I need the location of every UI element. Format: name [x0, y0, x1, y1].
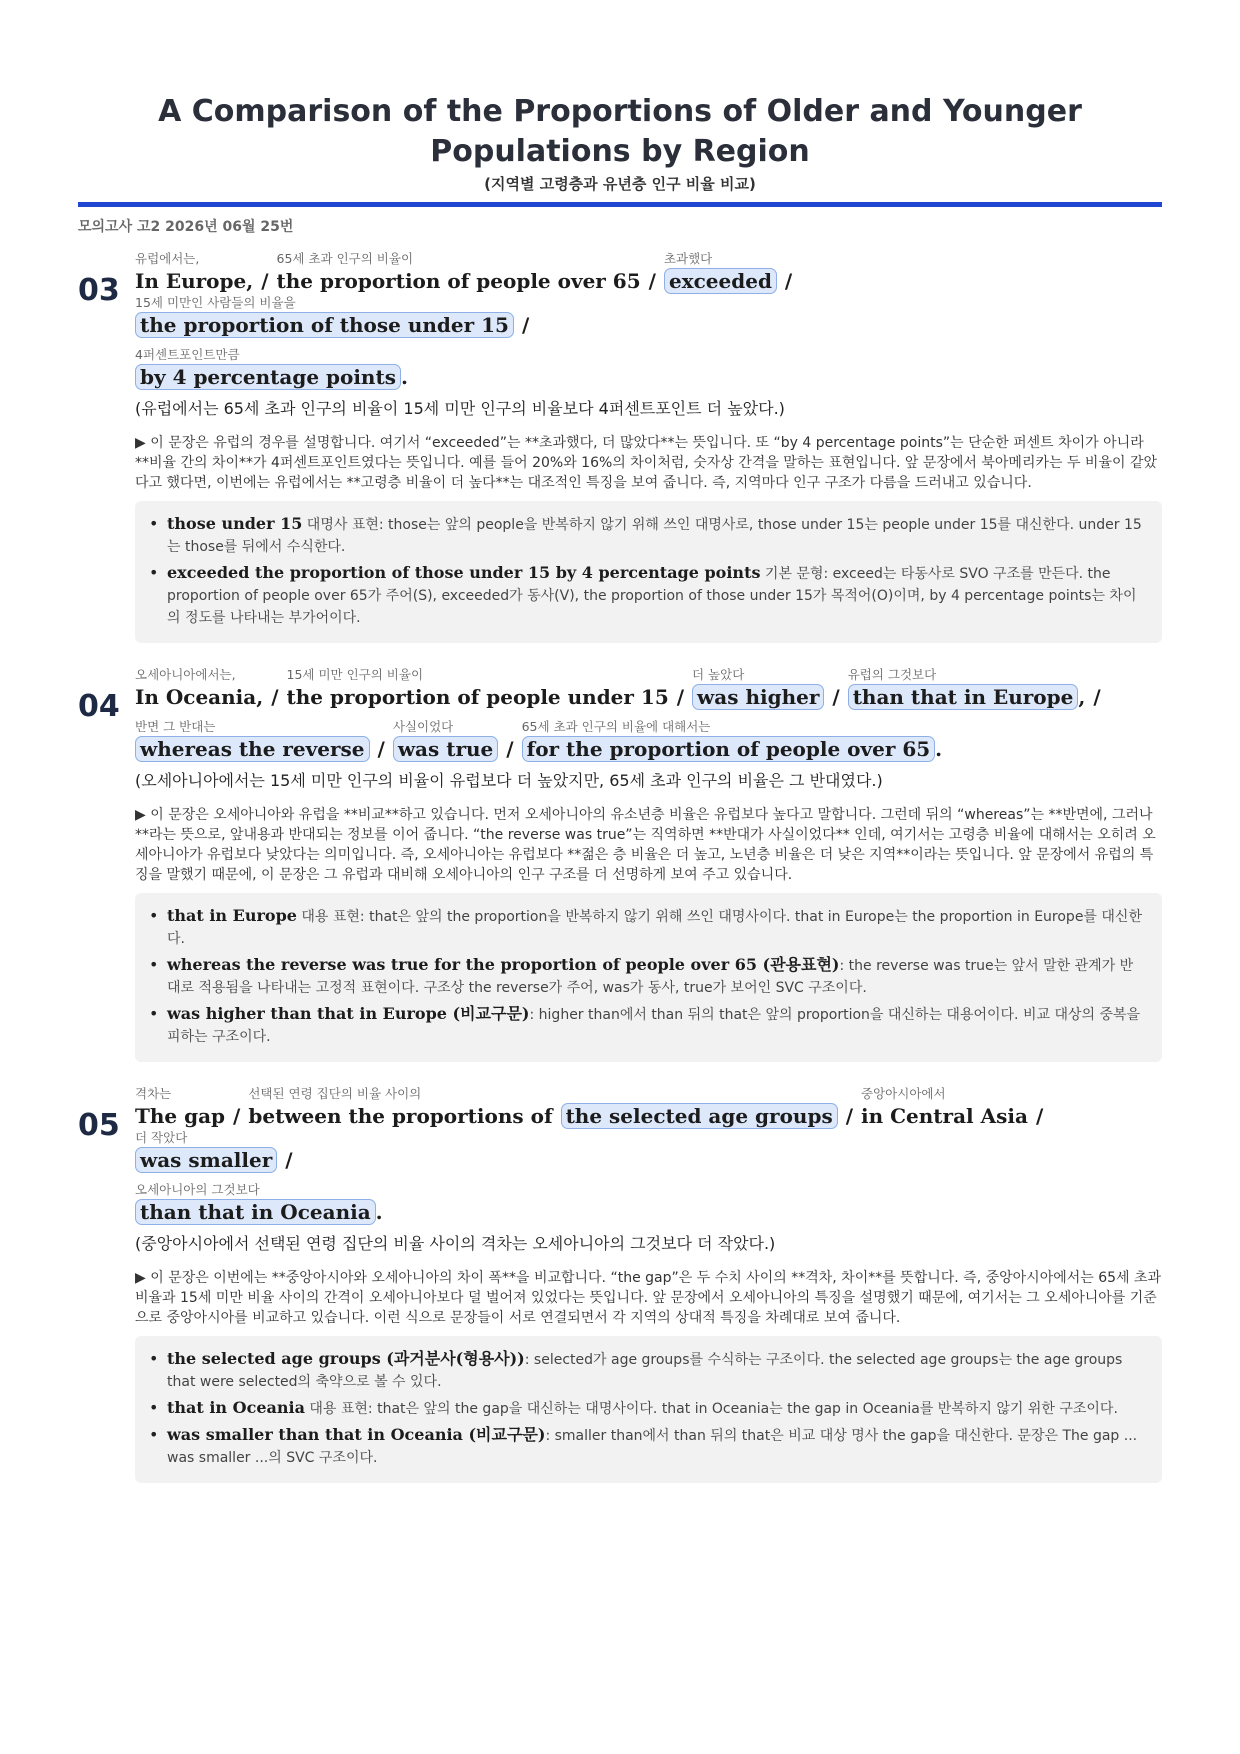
english-line [135, 719, 1162, 763]
english-phrase [664, 267, 777, 295]
sentence-body [135, 251, 1162, 643]
grammar-notes-box [135, 501, 1162, 643]
korean-translation: (오세아니아에서는 15세 미만 인구의 비율이 유럽보다 더 높았지만, 65세 초과 인구의 비율은 그 반대였다.) [135, 771, 883, 790]
chunk-separator: / [261, 269, 269, 293]
phrase-chunk [135, 347, 408, 391]
sentence-body [135, 1086, 1162, 1483]
phrase-text: The gap [135, 1104, 226, 1128]
english-phrase [135, 1146, 277, 1174]
exam-info: 모의고사 고2 2026년 06월 25번 [78, 219, 294, 235]
chunk-separator: / [832, 685, 840, 709]
grammar-note [167, 1348, 1146, 1393]
chunk-separator: / [271, 685, 279, 709]
phrase-chunk [135, 667, 263, 711]
title-divider [78, 202, 1162, 207]
phrase-text: between the proportions of [248, 1104, 553, 1128]
highlighted-phrase: exceeded [664, 268, 777, 294]
korean-gloss: 4퍼센트포인트만큼 [135, 347, 240, 362]
note-description: 대용 표현: that은 앞의 the gap을 대신하는 대명사이다. that in Oceania는 the gap in Oceania를 반복하지 않기 위한 구조이다. [304, 1401, 1118, 1417]
phrase-text: the proportion of people over 65 [276, 269, 641, 293]
korean-gloss: 반면 그 반대는 [135, 719, 216, 734]
phrase-text: In Europe, [135, 269, 254, 293]
phrase-text: the proportion of people under 15 [286, 685, 669, 709]
phrase-chunk [248, 1086, 552, 1130]
highlighted-phrase: whereas the reverse [135, 736, 370, 762]
note-description: 기본 문형: exceed는 타동사로 SVO 구조를 만든다. the proportion of people over 65가 주어(S), exceeded가 동사(V), the proportion of those under 15가 목적어(O)이며, by 4 percentage points는 차이의 정도를 나타내는 부가어이다. [167, 566, 1137, 626]
phrase-chunk [692, 667, 824, 711]
english-phrase [135, 363, 408, 391]
note-description: 대용 표현: that은 앞의 the proportion을 반복하지 않기 위해 쓰인 대명사이다. that in Europe는 the proportion in Europe를 대신한다. [167, 909, 1142, 947]
highlighted-phrase: was higher [692, 684, 824, 710]
english-phrase [522, 735, 943, 763]
document-page [78, 0, 1162, 1483]
english-phrase [848, 683, 1086, 711]
korean-gloss: 더 높았다 [692, 667, 745, 682]
sentence-body [135, 667, 1162, 1062]
highlighted-phrase: the proportion of those under 15 [135, 312, 514, 338]
grammar-note [167, 1424, 1146, 1469]
english-phrase [248, 1102, 552, 1130]
note-description: 대명사 표현: those는 앞의 people을 반복하지 않기 위해 쓰인 대명사로, those under 15는 people under 15를 대신한다. under 15는 those를 뒤에서 수식한다. [167, 517, 1142, 555]
chunk-separator: / [1093, 685, 1101, 709]
english-phrase [861, 1102, 1028, 1130]
phrase-chunk [135, 719, 370, 763]
korean-gloss: 오세아니아에서는, [135, 667, 236, 682]
phrase-chunk [135, 1130, 277, 1174]
note-term: exceeded the proportion of those under 15 by 4 percentage points [167, 563, 761, 582]
note-term: was smaller than that in Oceania (비교구문) [167, 1425, 546, 1444]
chunk-separator: / [845, 1104, 854, 1128]
korean-gloss: 중앙아시아에서 [861, 1086, 946, 1101]
explanation-text: ▶ 이 문장은 오세아니아와 유럽을 **비교**하고 있습니다. 먼저 오세아니아의 유소년층 비율은 유럽보다 높다고 말합니다. 그런데 뒤의 “whereas”는 **반면에, 그러나**라는 뜻으로, 앞내용과 반대되는 정보를 이어 줍니다. “the reverse was true”는 직역하면 **반대가 사실이었다** 인데, 여기서는 고령층 비율에 대해서는 오히려 오세아니아가 유럽보다 낮았다는 의미입니다. 즉, 오세아니아는 유럽보다 **젊은 층 비율은 더 높고, 노년층 비율은 더 낮은 지역**이라는 뜻입니다. 앞 문장에서 유럽의 특징을 말했기 때문에, 이 문장은 그 유럽과 대비해 오세아니아의 인구 구조를 더 선명하게 보여 주고 있습니다. [135, 807, 1156, 883]
korean-gloss: 유럽의 그것보다 [847, 667, 937, 682]
english-phrase [692, 683, 824, 711]
highlighted-phrase: was smaller [135, 1147, 277, 1173]
sentence-number: 05 [78, 1108, 120, 1143]
chunk-separator: / [648, 269, 656, 293]
phrase-chunk [664, 251, 777, 295]
explanation-text: ▶ 이 문장은 이번에는 **중앙아시아와 오세아니아의 차이 폭**을 비교합니다. “the gap”은 두 수치 사이의 **격차, 차이**를 뜻합니다. 즉, 중앙아시아에서는 65세 초과 비율과 15세 미만 비율 사이의 간격이 오세아니아보다 덜 벌어져 있었다는 뜻입니다. 앞 문장에서 오세아니아의 특징을 설명했기 때문에, 여기서는 그 오세아니아를 기준으로 중앙아시아를 비교하고 있습니다. 이런 식으로 문장들이 서로 연결되면서 각 지역의 상대적 특징을 차례대로 보여 줍니다. [135, 1270, 1162, 1326]
korean-gloss: 격차는 [135, 1086, 172, 1101]
sentence-block [78, 251, 1162, 643]
english-line [135, 1182, 1162, 1226]
highlighted-phrase: was true [393, 736, 498, 762]
grammar-notes-list [167, 513, 1146, 629]
grammar-note [167, 1003, 1146, 1048]
phrase-chunk [135, 1086, 225, 1130]
chunk-separator: / [1035, 1104, 1044, 1128]
korean-gloss: 더 작았다 [135, 1130, 188, 1145]
english-line [135, 1086, 1162, 1174]
phrase-chunk [861, 1086, 1028, 1130]
phrase-chunk [393, 719, 498, 763]
note-description: : smaller than에서 than 뒤의 that은 비교 대상 명사 the gap을 대신한다. 문장은 The gap ... was smaller ...의 SVC 구조이다. [167, 1428, 1138, 1466]
korean-gloss: 사실이었다 [392, 719, 454, 734]
english-phrase [135, 735, 370, 763]
note-description: : higher than에서 than 뒤의 that은 앞의 proportion을 대신하는 대용어이다. 비교 대상의 중복을 피하는 구조이다. [167, 1007, 1141, 1045]
chunk-separator: / [233, 1104, 241, 1128]
chunk-separator: / [676, 685, 685, 709]
chunk-separator: / [285, 1148, 293, 1172]
korean-gloss: 65세 초과 인구의 비율이 [276, 251, 414, 266]
explanation-text: ▶ 이 문장은 유럽의 경우를 설명합니다. 여기서 “exceeded”는 **초과했다, 더 많았다**는 뜻입니다. 또 “by 4 percentage points”는 단순한 퍼센트 차이가 아니라 **비율 간의 차이**가 4퍼센트포인트였다는 뜻입니다. 예를 들어 20%와 16%의 차이처럼, 숫자상 간격을 말하는 표현입니다. 앞 문장에서 북아메리카는 두 비율이 같았다고 했다면, 이번에는 유럽에서는 **고령층 비율이 더 높다**는 대조적인 특징을 보여 줍니다. 즉, 지역마다 인구 구조가 다름을 드러내고 있습니다. [135, 435, 1158, 491]
phrase-chunk [561, 1086, 838, 1130]
punctuation: . [400, 365, 408, 389]
sentence-number: 04 [78, 689, 120, 724]
english-line [135, 251, 1162, 339]
english-phrase [561, 1102, 838, 1130]
korean-translation: (유럽에서는 65세 초과 인구의 비율이 15세 미만 인구의 비율보다 4퍼센트포인트 더 높았다.) [135, 399, 785, 418]
highlighted-phrase: than that in Oceania [135, 1199, 376, 1225]
highlighted-phrase: than that in Europe [848, 684, 1079, 710]
highlighted-phrase: the selected age groups [561, 1103, 838, 1129]
chunk-separator: / [506, 737, 514, 761]
note-term: that in Europe [167, 906, 297, 925]
chunk-separator: / [521, 313, 530, 337]
highlighted-phrase: by 4 percentage points [135, 364, 401, 390]
note-term: whereas the reverse was true for the proportion of people over 65 (관용표현) [167, 955, 840, 974]
korean-gloss: 65세 초과 인구의 비율에 대해서는 [521, 719, 711, 734]
sentence-block [78, 667, 1162, 1062]
phrase-chunk [135, 295, 514, 339]
grammar-note [167, 905, 1146, 950]
grammar-note [167, 562, 1146, 629]
phrase-text: in Central Asia [861, 1104, 1028, 1128]
chunk-separator: / [784, 269, 793, 293]
sentence-block [78, 1086, 1162, 1483]
korean-gloss: 초과했다 [663, 251, 713, 266]
english-phrase [135, 311, 514, 339]
english-phrase [287, 683, 669, 711]
phrase-chunk [277, 251, 641, 295]
sentence-number: 03 [78, 273, 120, 308]
phrase-chunk [287, 667, 669, 711]
phrase-chunk [135, 1182, 383, 1226]
note-term: that in Oceania [167, 1398, 305, 1417]
korean-gloss: 유럽에서는, [135, 251, 200, 266]
english-phrase [393, 735, 498, 763]
note-description: : selected가 age groups를 수식하는 구조이다. the selected age groups는 the age groups that were selected의 축약으로 볼 수 있다. [167, 1352, 1123, 1390]
english-phrase [135, 1198, 383, 1226]
grammar-note [167, 513, 1146, 558]
note-term: was higher than that in Europe (비교구문) [167, 1004, 530, 1023]
korean-gloss: 오세아니아의 그것보다 [135, 1182, 260, 1197]
note-term: those under 15 [167, 514, 303, 533]
header [78, 0, 1162, 194]
english-line [135, 347, 1162, 391]
note-description: : the reverse was true는 앞서 말한 관계가 반대로 적용됨을 나타내는 고정적 표현이다. 구조상 the reverse가 주어, was가 동사, true가 보어인 SVC 구조이다. [167, 958, 1134, 996]
english-line [135, 667, 1162, 711]
grammar-notes-box [135, 1336, 1162, 1483]
note-term: the selected age groups (과거분사(형용사)) [167, 1349, 525, 1368]
punctuation: , [1078, 685, 1086, 709]
korean-gloss: 선택된 연령 집단의 비율 사이의 [248, 1086, 422, 1101]
grammar-notes-box [135, 893, 1162, 1062]
grammar-note [167, 1397, 1146, 1420]
english-phrase [277, 267, 641, 295]
sentence-list [78, 251, 1162, 1483]
english-phrase [135, 1102, 225, 1130]
page-subtitle: (지역별 고령층과 유년층 인구 비율 비교) [484, 175, 756, 193]
chunk-separator: / [377, 737, 385, 761]
grammar-note [167, 954, 1146, 999]
korean-gloss: 15세 미만인 사람들의 비율을 [135, 295, 296, 310]
phrase-chunk [522, 719, 943, 763]
punctuation: . [935, 737, 943, 761]
english-phrase [135, 267, 253, 295]
grammar-notes-list [167, 905, 1146, 1048]
phrase-chunk [848, 667, 1086, 711]
phrase-text: In Oceania, [135, 685, 264, 709]
highlighted-phrase: for the proportion of people over 65 [522, 736, 936, 762]
phrase-chunk [135, 251, 253, 295]
korean-gloss: 15세 미만 인구의 비율이 [286, 667, 424, 682]
punctuation: . [375, 1200, 383, 1224]
page-title: A Comparison of the Proportions of Older and Younger Populations by Region [158, 94, 1082, 169]
english-phrase [135, 683, 263, 711]
korean-translation: (중앙아시아에서 선택된 연령 집단의 비율 사이의 격차는 오세아니아의 그것보다 더 작았다.) [135, 1234, 776, 1253]
grammar-notes-list [167, 1348, 1146, 1469]
